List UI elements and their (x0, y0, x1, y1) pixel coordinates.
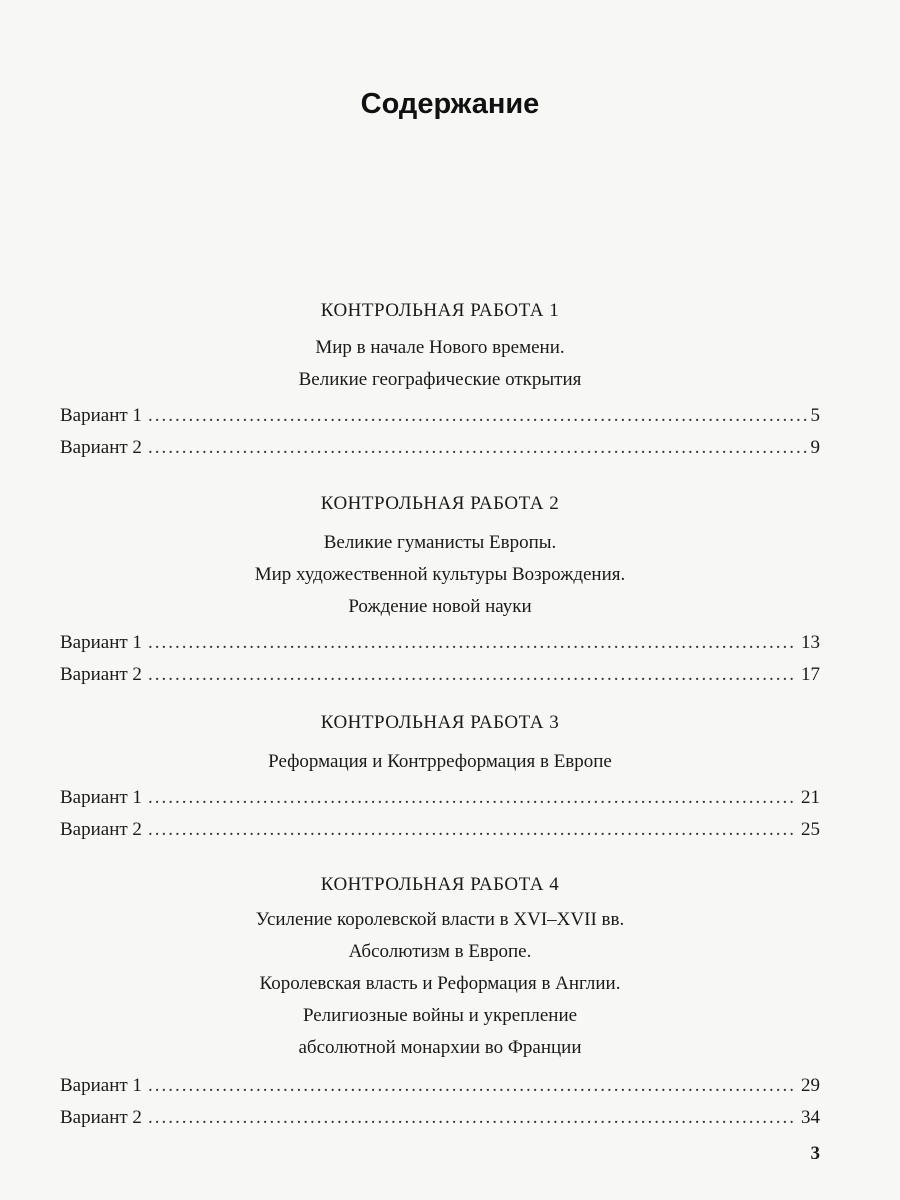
section-heading: КОНТРОЛЬНАЯ РАБОТА 3 (320, 712, 560, 733)
entry-page-number: 17 (801, 664, 820, 685)
dot-leader (148, 1102, 797, 1134)
dot-leader (148, 627, 797, 659)
toc-entry[interactable] (60, 627, 820, 659)
dot-leader (148, 1070, 797, 1102)
section-heading: КОНТРОЛЬНАЯ РАБОТА 1 (320, 300, 560, 321)
section-subtitle: Реформация и Контрреформация в Европе (268, 751, 612, 772)
entry-page-number: 21 (801, 787, 820, 808)
toc-entry[interactable] (60, 1102, 820, 1134)
section-subtitle: Рождение новой науки (348, 596, 532, 617)
section-subtitle: Великие географические открытия (298, 369, 582, 390)
entry-label: Вариант 2 (60, 1107, 142, 1128)
section-subtitle: Мир в начале Нового времени. (315, 337, 565, 358)
section-heading: КОНТРОЛЬНАЯ РАБОТА 2 (320, 493, 560, 514)
entry-label: Вариант 2 (60, 664, 142, 685)
entry-page-number: 9 (810, 437, 820, 458)
toc-entry[interactable] (60, 782, 820, 814)
toc-section-3 (60, 710, 820, 846)
dot-leader (148, 400, 807, 432)
dot-leader (148, 432, 807, 464)
page-number: 3 (810, 1143, 820, 1164)
section-subtitle: Великие гуманисты Европы. (323, 532, 557, 553)
entry-label: Вариант 2 (60, 819, 142, 840)
toc-entry[interactable] (60, 814, 820, 846)
entry-label: Вариант 1 (60, 632, 142, 653)
section-subtitle: Мир художественной культуры Возрождения. (254, 564, 626, 585)
page-title: Содержание (360, 88, 540, 120)
toc-entry[interactable] (60, 1070, 820, 1102)
toc-section-4 (60, 872, 820, 1134)
toc-entry[interactable] (60, 400, 820, 432)
toc-section-1 (60, 298, 820, 464)
section-subtitle: Королевская власть и Реформация в Англии. (259, 973, 621, 994)
entry-page-number: 34 (801, 1107, 820, 1128)
dot-leader (148, 814, 797, 846)
entry-page-number: 29 (801, 1075, 820, 1096)
entry-label: Вариант 1 (60, 787, 142, 808)
entry-page-number: 25 (801, 819, 820, 840)
toc-entry[interactable] (60, 432, 820, 464)
entry-label: Вариант 2 (60, 437, 142, 458)
entry-page-number: 13 (801, 632, 820, 653)
section-subtitle: абсолютной монархии во Франции (298, 1037, 582, 1058)
section-subtitle: Усиление королевской власти в XVI–XVII вв. (255, 909, 625, 930)
entry-label: Вариант 1 (60, 1075, 142, 1096)
section-subtitle: Абсолютизм в Европе. (348, 941, 532, 962)
entry-label: Вариант 1 (60, 405, 142, 426)
toc-entry[interactable] (60, 659, 820, 691)
section-heading: КОНТРОЛЬНАЯ РАБОТА 4 (320, 874, 560, 895)
dot-leader (148, 782, 797, 814)
dot-leader (148, 659, 797, 691)
entry-page-number: 5 (810, 405, 820, 426)
toc-section-2 (60, 491, 820, 691)
section-subtitle: Религиозные войны и укрепление (302, 1005, 578, 1026)
